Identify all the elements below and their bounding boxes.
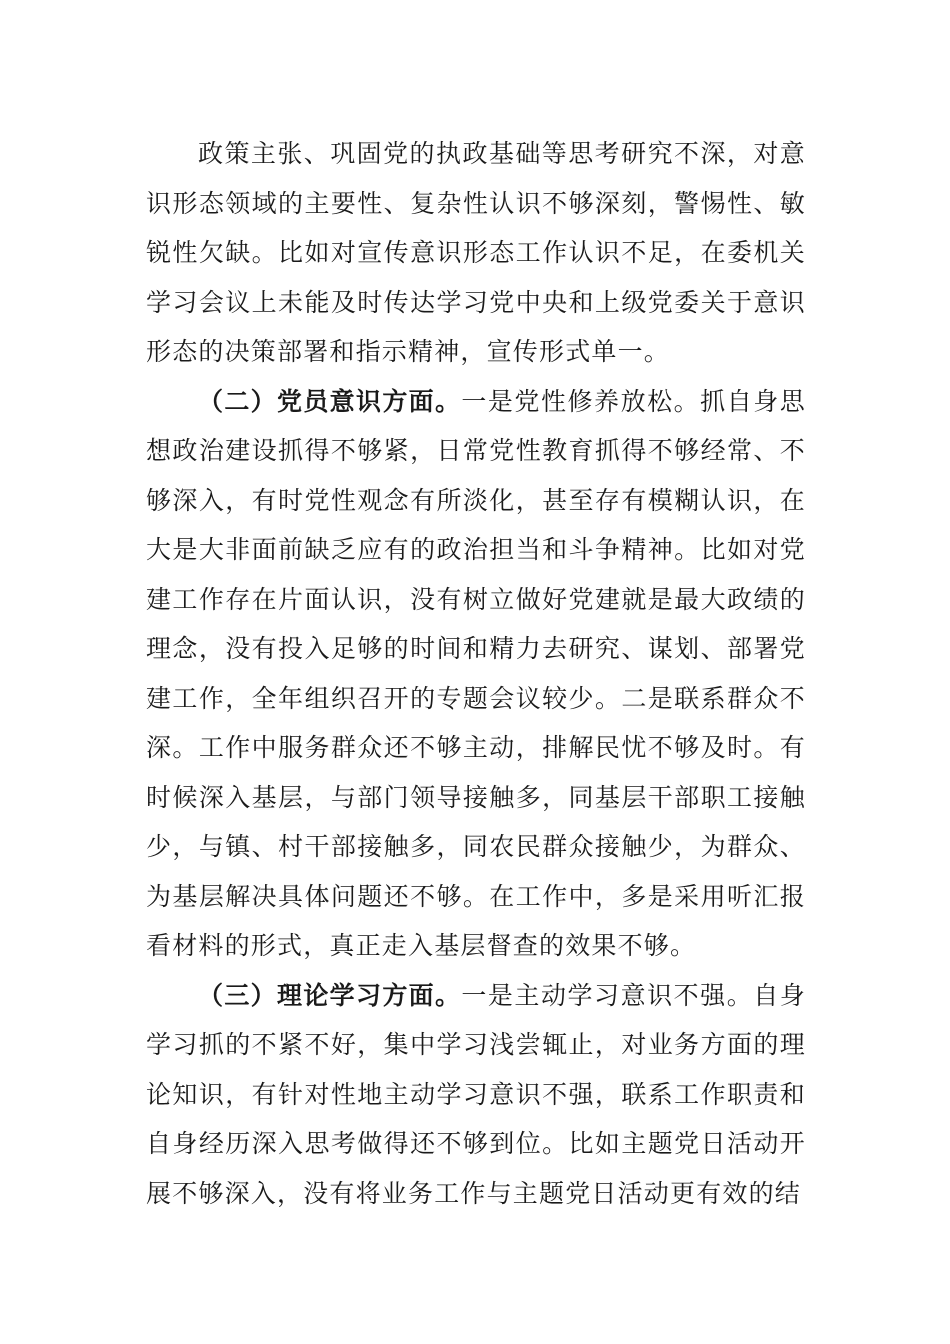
paragraph-3: [146, 971, 806, 1219]
paragraph-2-text: 一是党性修养放松。抓自身思想政治建设抓得不够紧，日常党性教育抓得不够经常、不够深入，有时党性观念有所淡化，甚至存有模糊认识，在大是大非面前缺乏应有的政治担当和斗争精神。比如对党建工作存在片面认识，没有树立做好党建就是最大政绩的理念，没有投入足够的时间和精力去研究、谋划、部署党建工作，全年组织召开的专题会议较少。二是联系群众不深。工作中服务群众还不够主动，排解民忧不够及时。有时候深入基层，与部门领导接触多，同基层干部职工接触少，与镇、村干部接触多，同农民群众接触少，为群众、为基层解决具体问题还不够。在工作中，多是采用听汇报看材料的形式，真正走入基层督查的效果不够。: [146, 386, 806, 960]
paragraph-2: [146, 377, 806, 971]
paragraph-1: [146, 129, 806, 377]
section-heading-theory-study: （三）理论学习方面。: [198, 980, 462, 1010]
paragraph-1-text: 政策主张、巩固党的执政基础等思考研究不深，对意识形态领域的主要性、复杂性认识不够深刻，警惕性、敏锐性欠缺。比如对宣传意识形态工作认识不足，在委机关学习会议上未能及时传达学习党中央和上级党委关于意识形态的决策部署和指示精神，宣传形式单一。: [146, 139, 806, 366]
paragraph-3-text: 一是主动学习意识不强。自身学习抓的不紧不好，集中学习浅尝辄止，对业务方面的理论知识，有针对性地主动学习意识不强，联系工作职责和自身经历深入思考做得还不够到位。比如主题党日活动开展不够深入，没有将业务工作与主题党日活动更有效的结: [146, 980, 806, 1208]
document-body: [146, 129, 806, 1218]
section-heading-party-member-awareness: （二）党员意识方面。: [198, 386, 462, 416]
